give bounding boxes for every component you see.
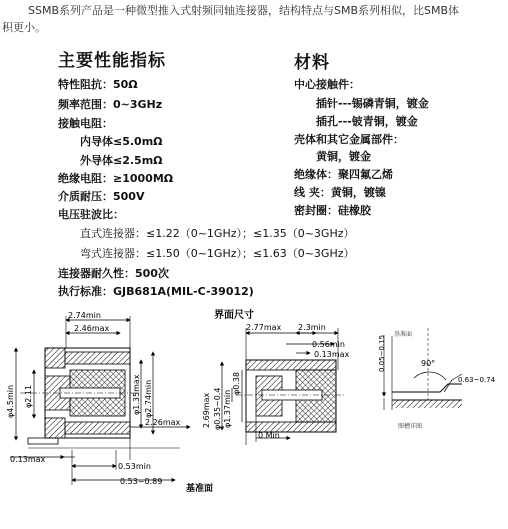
dim-2-3: 2.3min: [298, 323, 326, 332]
dim-2-46: 2.46max: [74, 324, 110, 333]
materials-heading: 材料: [294, 53, 330, 73]
dim-0-56: 0.56min: [312, 340, 345, 349]
dim-2-77: 2.77max: [246, 323, 282, 332]
dim-0-min: 0 Min: [258, 431, 280, 440]
intro-line-2: 积更小。: [2, 21, 46, 34]
mat-clamp: 线 夹：黄铜，镀镍: [294, 186, 386, 199]
dim-2-26: 2.26max: [145, 418, 181, 427]
spec-insulation: 绝缘电阻：≥1000MΩ: [58, 172, 174, 185]
detail-caption: 图槽详图: [398, 423, 423, 430]
dim-0-53: 0.53min: [118, 462, 151, 471]
spec-contact-resistance: 接触电阻：: [58, 117, 113, 130]
dim-phi-1-35: φ1.35max: [132, 374, 141, 415]
mat-pin: 插针---锡磷青铜，镀金: [316, 97, 429, 110]
dim-phi-1-37: φ1.37min: [223, 389, 232, 428]
dim-0-53-0-89: 0.53~0.89: [120, 477, 163, 486]
interface-title: 界面尺寸: [214, 310, 254, 321]
dim-0-13-right: 0.13max: [314, 350, 350, 359]
reference-plane-label: 基准面: [186, 484, 214, 494]
groove-detail-drawing: [384, 328, 462, 410]
dim-0-05-0-15: 0.05~0.15: [378, 334, 386, 372]
mat-socket: 插孔---铍青铜，镀金: [316, 115, 418, 128]
spec-standard: 执行标准：GJB681A(MIL-C-39012): [58, 285, 254, 298]
reference-plane-small: 基准面: [394, 331, 413, 338]
dim-2-74-top: 2.74min: [68, 311, 101, 320]
dim-phi-0-35: φ0.35~0.4: [213, 387, 222, 430]
spec-frequency: 频率范围：0~3GHz: [58, 98, 163, 111]
dimension-drawing: [0, 300, 508, 529]
spec-dielectric: 介质耐压：500V: [58, 190, 145, 203]
mat-shell: 壳体和其它金属部件：: [294, 133, 404, 146]
spec-durability: 连接器耐久性：500次: [58, 267, 169, 280]
dim-0-63-0-74: 0.63~0.74: [458, 376, 496, 384]
mat-center-contact: 中心接触件：: [294, 78, 360, 91]
spec-impedance: 特性阻抗：50Ω: [58, 78, 138, 91]
dim-phi-4-5: φ4.5min: [6, 384, 15, 418]
dim-90-deg: 90°: [421, 359, 436, 368]
dim-phi-0-38: φ0.38: [232, 371, 241, 395]
spec-inner-conductor: 内导体≤5.0mΩ: [80, 135, 163, 148]
specs-heading: 主要性能指标: [58, 51, 166, 71]
intro-line-1: SSMB系列产品是一种微型推入式射频同轴连接器，结构特点与SMB系列相似，比SMB体: [28, 4, 460, 17]
spec-vswr-right-angle: 弯式连接器：≤1.50（0~1GHz）；≤1.63（0~3GHz）: [80, 247, 355, 260]
mat-insulator: 绝缘体：聚四氟乙烯: [294, 168, 393, 181]
spec-vswr: 电压驻波比：: [58, 208, 124, 221]
spec-vswr-straight: 直式连接器：≤1.22（0~1GHz）；≤1.35（0~3GHz）: [80, 227, 355, 240]
dim-0-13-left: 0.13max: [10, 455, 46, 464]
dim-phi-2-74: φ2.74min: [144, 379, 153, 418]
dim-2-69: 2.69max: [202, 392, 211, 428]
mat-shell-material: 黄铜，镀金: [316, 150, 371, 163]
mat-gasket: 密封圈：硅橡胶: [294, 204, 371, 217]
spec-outer-conductor: 外导体≤2.5mΩ: [80, 154, 163, 167]
dim-phi-2-11: φ2.11: [24, 384, 33, 408]
